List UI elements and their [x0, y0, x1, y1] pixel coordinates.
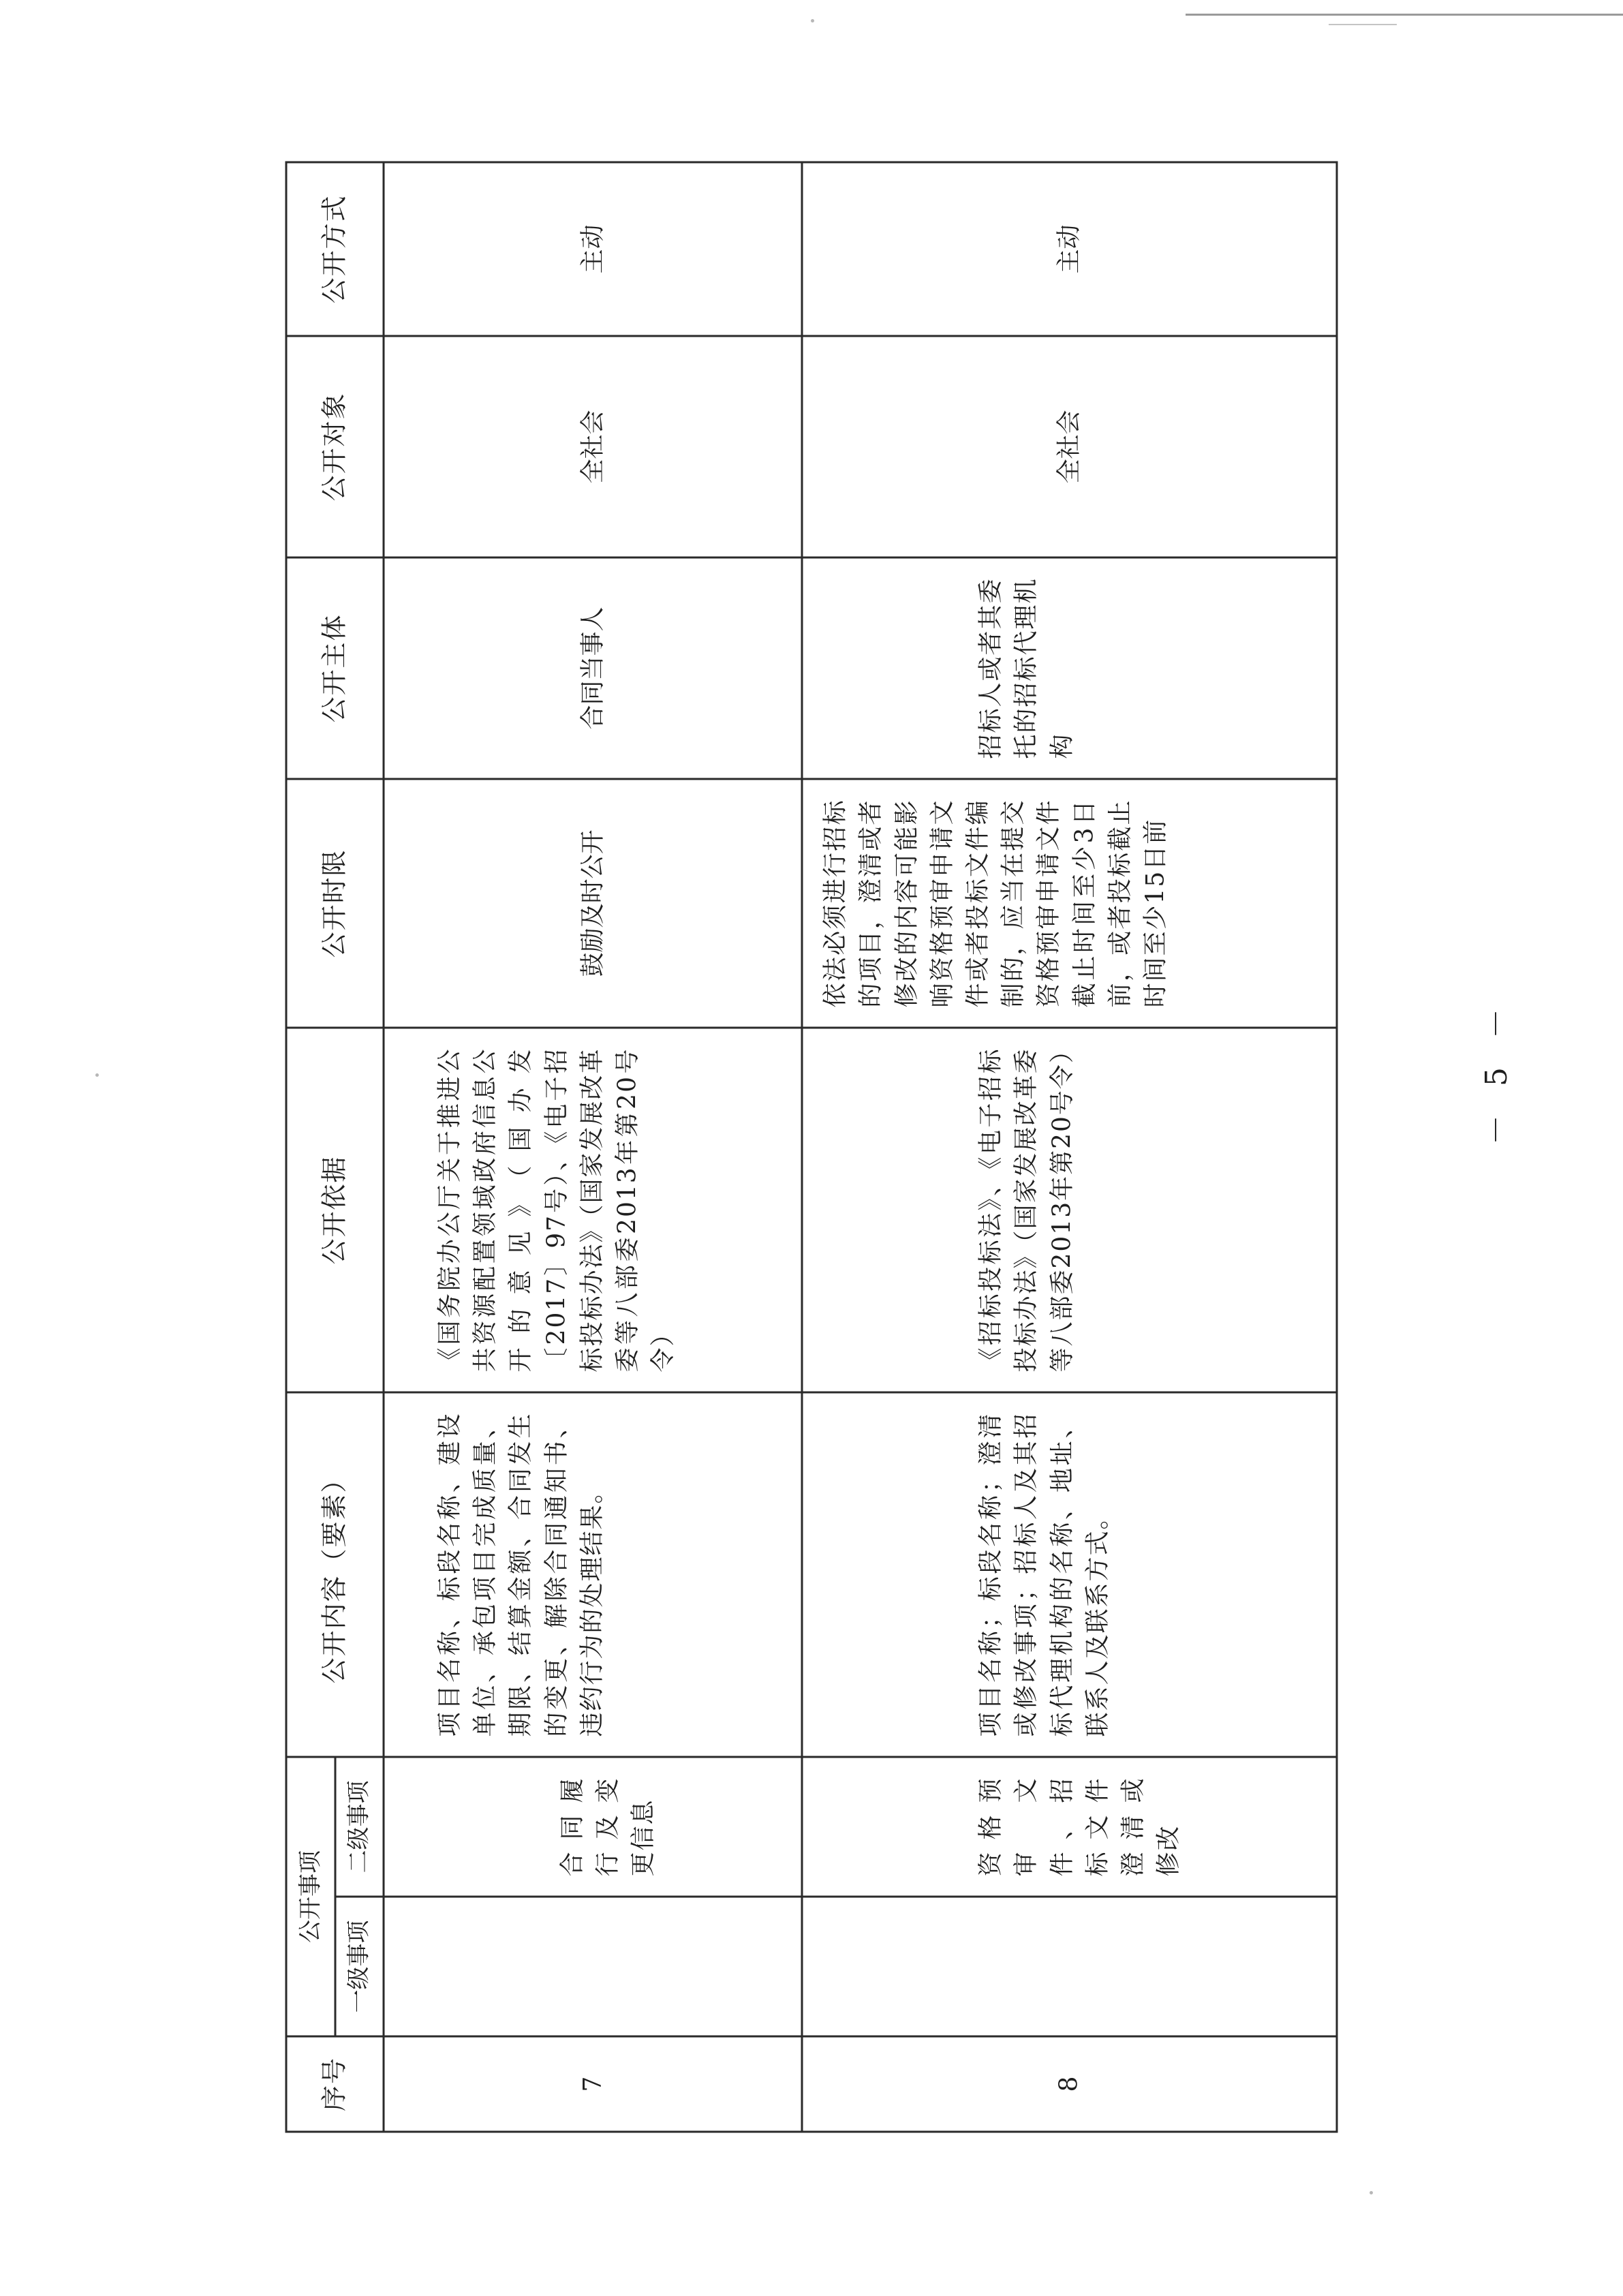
header-content: 公开内容（要素）: [286, 1392, 384, 1757]
row-content: [384, 1392, 802, 1757]
row-basis: [802, 1028, 1337, 1392]
scan-edge-line: [1186, 14, 1623, 16]
header-timeframe: 公开时限: [286, 779, 384, 1028]
row-method-text: 主动: [578, 224, 607, 274]
row-content-text: 项目名称；标段名称；澄清或修改事项；招标人及其招标代理机构的名称、地址、联系人及联系方式。: [976, 1412, 1112, 1737]
row-timeframe: [384, 779, 802, 1028]
row-target: [802, 336, 1337, 557]
header-subject: 公开主体: [286, 557, 384, 779]
row-level1: [384, 1897, 802, 2036]
row-subject-text: 招标人或者其委托的招标代理机构: [976, 577, 1077, 759]
header-row: [286, 162, 335, 2132]
scan-speck: [811, 19, 814, 22]
table-row-7: [384, 162, 802, 2132]
row-level1: [802, 1897, 1337, 2036]
row-content-text: 项目名称、标段名称、建设单位、承包项目完成质量、期限、结算金额、合同发生的变更、解除合同通知书、违约行为的处理结果。: [435, 1412, 606, 1737]
row-content: [802, 1392, 1337, 1757]
row-subject: [802, 557, 1337, 779]
row-seq-text: 7: [578, 2076, 607, 2092]
header-seq: 序号: [286, 2036, 384, 2132]
row-timeframe: [802, 779, 1337, 1028]
row-level2-text: 合同履行及变更信息: [558, 1777, 658, 1877]
row-subject-text: 合同当事人: [578, 607, 607, 730]
disclosure-table: [285, 162, 1338, 2133]
scan-speck: [1370, 2191, 1373, 2194]
row-seq-text: 8: [1055, 2076, 1083, 2092]
row-timeframe-text: 鼓励及时公开: [578, 829, 607, 977]
header-items: 公开事项: [286, 1757, 335, 2036]
row-seq: [802, 2036, 1337, 2132]
row-target-text: 全社会: [1055, 410, 1083, 484]
row-level2: [384, 1757, 802, 1897]
row-level2-text: 资格预审文件、招标文件澄清或修改: [976, 1777, 1183, 1877]
header-basis: 公开依据: [286, 1028, 384, 1392]
header-target: 公开对象: [286, 336, 384, 557]
row-basis-text: 《国务院办公厅关于推进公共资源配置领域政府信息公开的意见》（国办发〔2017〕97号）、《电子招标投标办法》（国家发展改革委等八部委2013年第20号令）: [435, 1047, 677, 1373]
row-subject: [384, 557, 802, 779]
row-target-text: 全社会: [578, 410, 607, 484]
page-number: － 5 －: [1479, 999, 1514, 1145]
scan-edge-line-2: [1329, 24, 1397, 25]
header-level1: 一级事项: [335, 1897, 384, 2036]
row-basis: [384, 1028, 802, 1392]
row-method: [384, 162, 802, 336]
row-method: [802, 162, 1337, 336]
row-level2: [802, 1757, 1337, 1897]
row-timeframe-text: 依法必须进行招标的项目，澄清或者修改的内容可能影响资格预审申请文件或者投标文件编制的，应当在提交资格预审申请文件截止时间至少3日前，或者投标截止时间至少15日前: [821, 799, 1170, 1008]
row-basis-text: 《招标投标法》、《电子招标投标办法》（国家发展改革委等八部委2013年第20号令）: [976, 1037, 1077, 1373]
scan-speck: [95, 1073, 99, 1077]
header-level2: 二级事项: [335, 1757, 384, 1897]
row-method-text: 主动: [1055, 224, 1083, 274]
rotated-table-sheet: [285, 164, 1338, 2133]
row-target: [384, 336, 802, 557]
row-seq: [384, 2036, 802, 2132]
header-method: 公开方式: [286, 162, 384, 336]
table-row-8: [802, 162, 1337, 2132]
